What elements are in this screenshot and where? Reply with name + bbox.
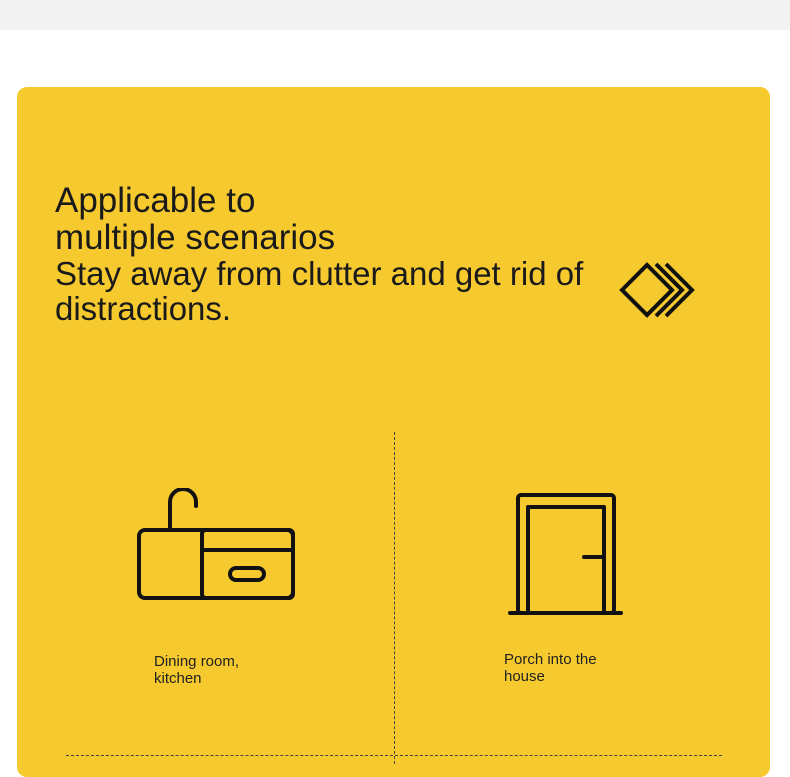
scenario-label-dining [154, 653, 274, 687]
door-icon [508, 490, 626, 618]
title-line-1: Applicable to [55, 181, 256, 220]
sink-icon [134, 488, 298, 604]
horizontal-divider [66, 755, 722, 756]
chevron-right-icon [618, 260, 700, 320]
scenario-label-line: house [504, 668, 545, 685]
scenario-label-line: Dining room, [154, 653, 240, 670]
scenario-label-line: kitchen [154, 670, 202, 687]
page-title [55, 182, 335, 256]
scenario-label-line: Porch into the [504, 651, 597, 668]
top-strip [0, 0, 790, 30]
title-line-2: multiple scenarios [55, 218, 336, 257]
page-subtitle: Stay away from clutter and get rid of distractions. [55, 255, 584, 327]
scenario-label-porch [504, 651, 634, 685]
vertical-divider [394, 432, 395, 764]
